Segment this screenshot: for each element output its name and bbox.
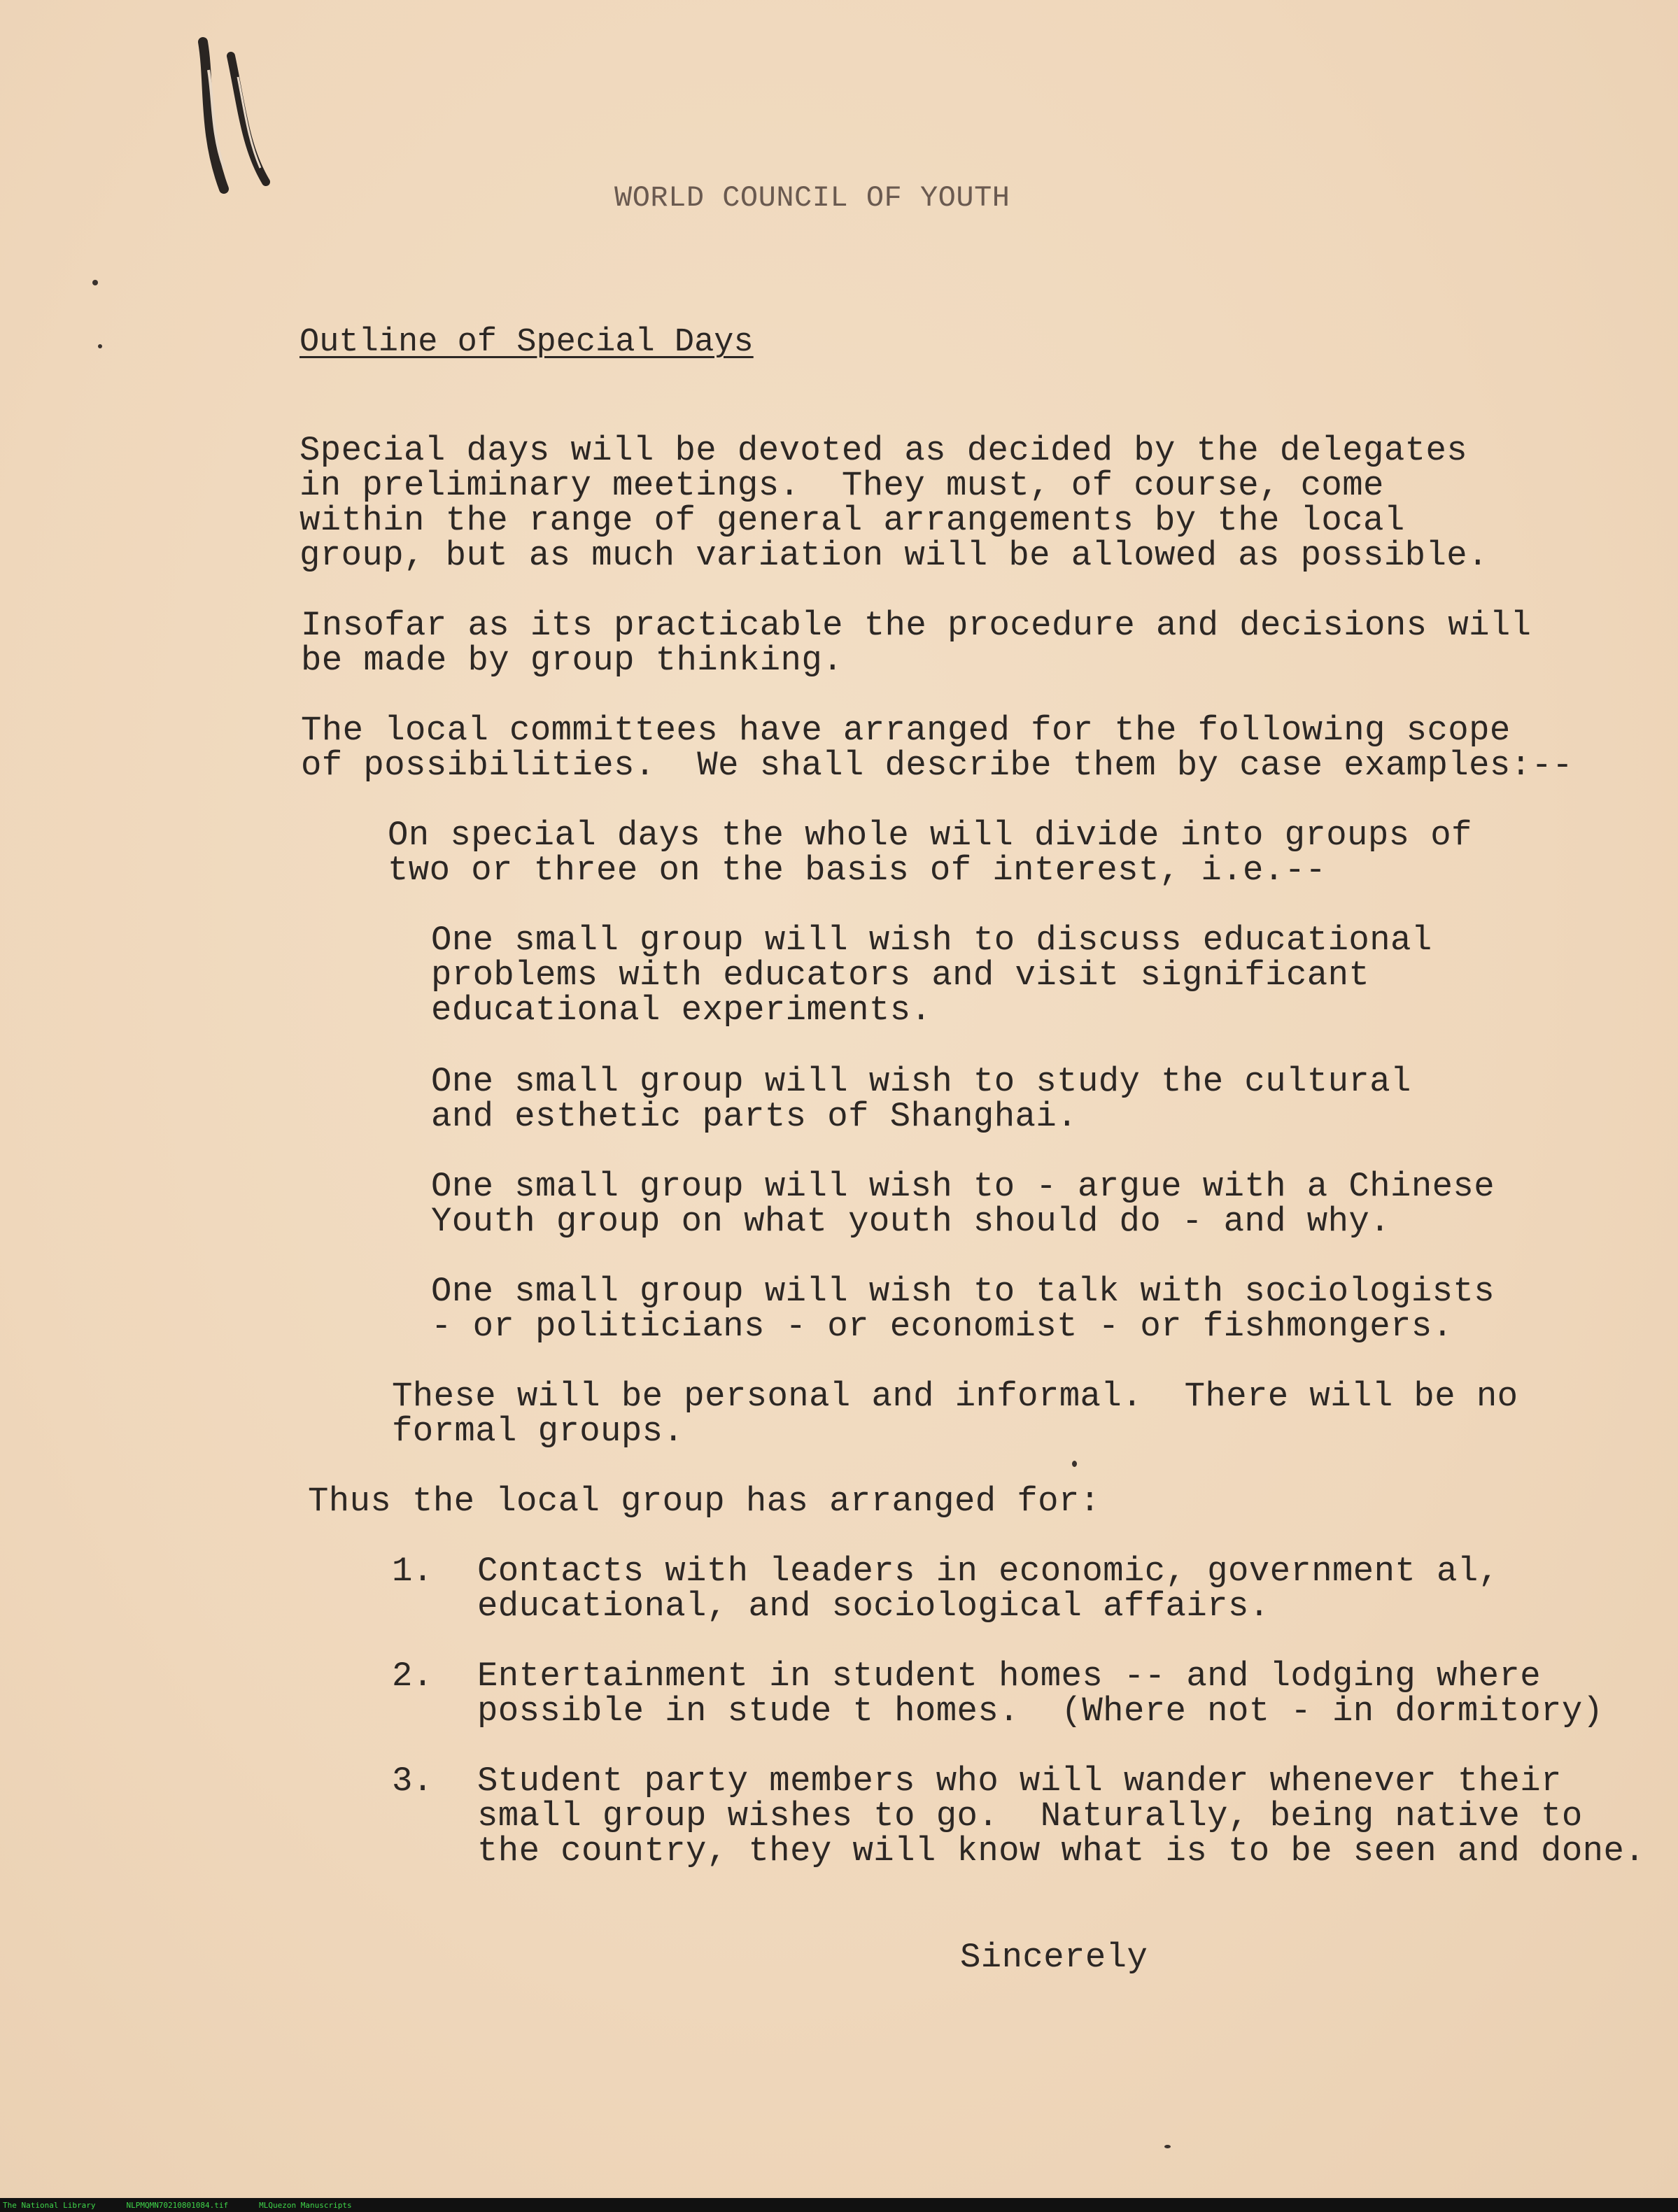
ink-speck [1164,2145,1171,2148]
closing: Sincerely [960,1938,1148,1977]
paragraph-line: On special days the whole will divide into groups of [388,816,1472,855]
list-line: educational, and sociological affairs. [477,1587,1270,1626]
ink-speck [1072,1461,1077,1467]
list-line: Student party members who will wander whenever their [477,1761,1562,1801]
paragraph-line: be made by group thinking. [301,641,843,680]
footer-library: The National Library [3,2200,96,2210]
document-heading: Outline of Special Days [299,324,754,361]
footer-file: NLPMQMN70210801084.tif [126,2200,229,2210]
group-line: One small group will wish to discuss educational [431,921,1432,960]
paragraph-line: of possibilities. We shall describe them by case examples:-- [301,746,1574,785]
list-line: Entertainment in student homes -- and lodging where [477,1657,1542,1696]
list-number: 2. [392,1657,433,1696]
paragraph-line: Insofar as its practicable the procedure and decisions will [301,606,1532,645]
paragraph-line: in preliminary meetings. They must, of course, come [299,466,1384,505]
footer-collection: MLQuezon Manuscripts [259,2200,352,2210]
group-line: - or politicians - or economist - or fishmongers. [431,1307,1453,1346]
ink-speck [92,280,98,285]
group-line: problems with educators and visit significant [431,956,1370,995]
paragraph-line: two or three on the basis of interest, i.e.-- [388,851,1327,890]
arranged-intro: Thus the local group has arranged for: [308,1482,1101,1521]
group-line: Youth group on what youth should do - and why. [431,1202,1391,1241]
group-line: One small group will wish to talk with sociologists [431,1272,1495,1311]
paragraph-line: formal groups. [392,1412,684,1451]
paragraph-line: group, but as much variation will be allowed as possible. [299,536,1488,575]
group-line: educational experiments. [431,991,932,1030]
group-line: and esthetic parts of Shanghai. [431,1097,1078,1136]
ink-speck [98,344,102,348]
document-header: WORLD COUNCIL OF YOUTH [614,181,1010,215]
list-line: small group wishes to go. Naturally, being native to [477,1796,1583,1836]
list-line: the country, they will know what is to be seen and done. [477,1831,1646,1871]
group-line: One small group will wish to study the cultural [431,1062,1411,1101]
list-line: possible in stude t homes. (Where not - in dormitory) [477,1692,1604,1731]
paragraph-line: within the range of general arrangements by the local [299,501,1405,540]
list-number: 1. [392,1552,433,1591]
paragraph-line: Special days will be devoted as decided by the delegates [299,431,1468,470]
group-line: One small group will wish to - argue with a Chinese [431,1167,1495,1206]
list-number: 3. [392,1761,433,1801]
paragraph-line: These will be personal and informal. There will be no [392,1377,1518,1416]
pen-mark-icon [182,28,294,210]
scan-footer-bar [0,2198,1678,2212]
list-line: Contacts with leaders in economic, government al, [477,1552,1500,1591]
paragraph-line: The local committees have arranged for the following scope [301,711,1511,750]
